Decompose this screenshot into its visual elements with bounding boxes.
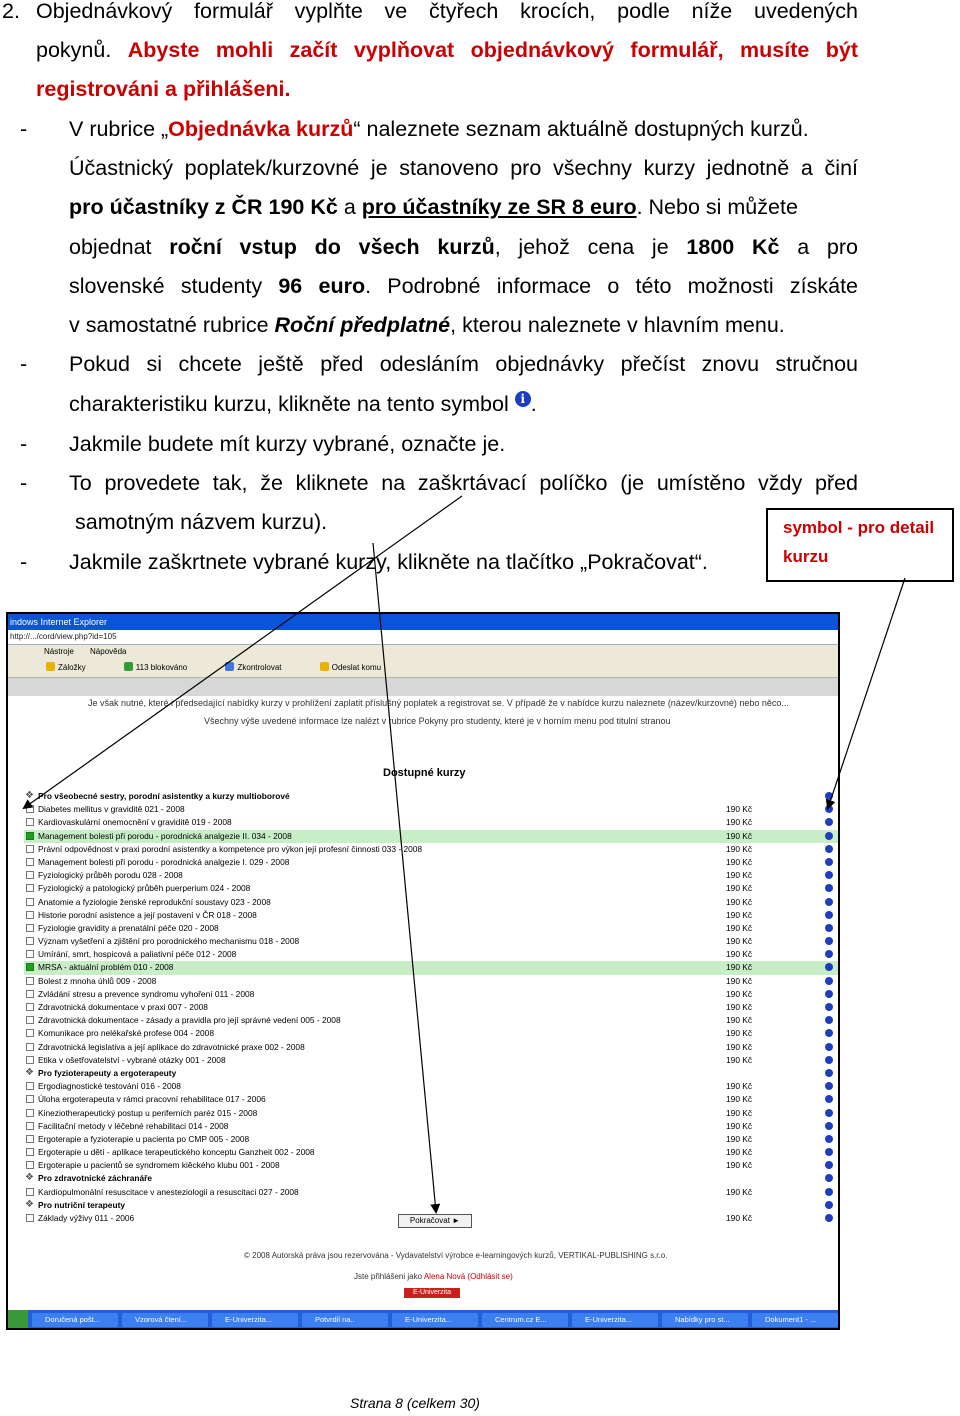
- category-icon: ❖: [25, 1066, 34, 1078]
- objednavka-link: Objednávka kurzů: [168, 117, 354, 141]
- course-label: Ergoterapie u pacientů se syndromem kiěckého klubu 001 - 2008: [38, 1160, 280, 1171]
- course-price: 190 Kč: [726, 1081, 753, 1092]
- course-label: Ergoterapie u dětí - aplikace terapeutického konceptu Ganzheit 002 - 2008: [38, 1147, 315, 1158]
- course-label: Facilitační metody v léčebné rehabilitaci 014 - 2008: [38, 1120, 229, 1131]
- course-price: 190 Kč: [726, 1054, 753, 1065]
- b1-l5-pre: slovenské studenty: [69, 274, 279, 298]
- bookmarks-label: Záložky: [58, 663, 86, 672]
- intro-line-1: Objednávkový formulář vyplňte ve čtyřech krocích, podle níže uvedených: [36, 0, 858, 23]
- notice-line-2: Všechny výše uvedené informace lze nalézt v rubrice Pokyny pro studenty, které je v horním menu pod titulní stranou: [204, 716, 671, 726]
- notice-line-1: Je však nutné, které i předsedající nabídky kurzy v prohlížení zaplatit příslušný poplatek a registrovat se. V případě že v nabídce kurzu naleznete (název/kurzovné) nebo něco...: [88, 698, 789, 708]
- arrow-to-button: [373, 543, 436, 1212]
- course-label: Zdravotnická legislativa a její aplikace do zdravotnické praxe 002 - 2008: [38, 1041, 305, 1052]
- browser-title: indows Internet Explorer: [8, 614, 838, 630]
- bullet-1-line-3-post: . Nebo si můžete: [636, 195, 798, 219]
- course-price: 190 Kč: [726, 1015, 753, 1026]
- course-label: Bolest z mnoha úhlů 009 - 2008: [38, 975, 157, 986]
- course-label: Etika v ošetřovatelství - vybrané otázky 001 - 2008: [38, 1054, 226, 1065]
- course-price: 190 Kč: [726, 988, 753, 999]
- available-courses-title: Dostupné kurzy: [383, 767, 466, 779]
- b1-l6-pre: v samostatné rubrice: [69, 313, 275, 337]
- taskbar-task[interactable]: Nabídky pro st...: [662, 1313, 748, 1327]
- course-label: Komunikace pro nelékařské profese 004 - 2008: [38, 1028, 214, 1039]
- bullet-1-line-2: Účastnický poplatek/kurzovné je stanoveno pro všechny kurzy jednotně a činí: [69, 156, 858, 180]
- intro-red-1: Abyste mohli začít vyplňovat objednávkový formulář, musíte být: [127, 38, 858, 62]
- taskbar-task[interactable]: Vzorová čtení...: [122, 1313, 208, 1327]
- bullet-1-pre: V rubrice „: [69, 117, 169, 141]
- course-price: 190 Kč: [726, 817, 753, 828]
- course-label: Umírání, smrt, hospicová a paliativní péče 012 - 2008: [38, 949, 237, 960]
- course-price: 190 Kč: [726, 1002, 753, 1012]
- course-price: 190 Kč: [726, 896, 753, 907]
- course-price: 190 Kč: [726, 1147, 753, 1158]
- course-label: MRSA - aktuální problém 010 - 2008: [38, 962, 174, 973]
- course-price: 190 Kč: [726, 936, 753, 947]
- b1-l4-post: a pro: [779, 235, 859, 259]
- and-word: a: [337, 195, 362, 219]
- bullet-1-post: “ naleznete seznam aktuálně dostupných kurzů.: [353, 117, 809, 141]
- course-label: Kardiopulmonální resuscitace v anesteziologii a resuscitaci 027 - 2008: [38, 1186, 299, 1197]
- course-label: Zvládání stresu a prevence syndromu vyhoření 011 - 2008: [38, 988, 255, 999]
- intro-number: 2.: [2, 0, 20, 23]
- taskbar-task[interactable]: Dokument1 - ...: [752, 1313, 838, 1327]
- annual-access: roční vstup do všech kurzů: [169, 235, 495, 259]
- course-price: 190 Kč: [726, 1120, 753, 1131]
- b2-l2-text: charakteristiku kurzu, klikněte na tento symbol: [69, 392, 509, 416]
- course-price: 190 Kč: [726, 883, 753, 894]
- course-label: Kineziotherapeutický postup u periferních paréz 015 - 2008: [38, 1107, 258, 1118]
- category-icon: ❖: [25, 790, 34, 801]
- bullet-4-line-2: samotným názvem kurzu).: [75, 510, 328, 534]
- course-label: Fyziologický průběh porodu 028 - 2008: [38, 870, 183, 881]
- course-label: Právní odpovědnost v praxi porodní asistentky a kompetence pro výkon její profesní činnosti 033 - 2008: [38, 843, 423, 854]
- category-icon: ❖: [25, 1198, 34, 1210]
- course-label: Diabetes mellitus v graviditě 021 - 2008: [38, 804, 185, 815]
- taskbar-task[interactable]: Centrum.cz E...: [482, 1313, 568, 1327]
- course-label: Zdravotnická dokumentace v praxi 007 - 2008: [38, 1002, 208, 1012]
- category-label: Pro zdravotnické záchranáře: [38, 1173, 153, 1184]
- b1-l4-pre: objednat: [69, 235, 170, 259]
- e-univerzita-logo: E-Univerzita: [404, 1288, 460, 1298]
- course-label: Fyziologie gravidity a prenatální péče 020 - 2008: [38, 922, 219, 933]
- course-price: 190 Kč: [726, 909, 753, 920]
- course-price: 190 Kč: [726, 870, 753, 881]
- course-price: 190 Kč: [726, 922, 753, 933]
- dash-5: -: [20, 550, 28, 574]
- intro-red-2: registrováni a přihlášeni.: [36, 77, 291, 101]
- price-sr: pro účastníky ze SR 8 euro: [361, 195, 637, 219]
- course-label: Zdravotnická dokumentace - zásady a pravidla pro její správné vedení 005 - 2008: [38, 1015, 341, 1026]
- blocked-label: 113 blokováno: [135, 663, 188, 672]
- course-price: 190 Kč: [726, 1107, 753, 1118]
- page-footer: Strana 8 (celkem 30): [350, 1395, 480, 1411]
- price-cz: pro účastníky z ČR 190 Kč: [69, 195, 338, 219]
- callout-line-2: kurzu: [783, 547, 829, 566]
- continue-button[interactable]: Pokračovat ►: [398, 1214, 472, 1228]
- info-icon: i: [515, 391, 531, 407]
- bullet-3: Jakmile budete mít kurzy vybrané, označte je.: [69, 432, 506, 456]
- course-label: Úloha ergoterapeuta v rámci pracovní rehabilitace 017 - 2006: [38, 1094, 266, 1105]
- annual-price: 1800 Kč: [686, 235, 780, 259]
- course-label: Ergoterapie a fyzioterapie u pacienta po CMP 005 - 2008: [38, 1133, 250, 1144]
- course-price: 190 Kč: [726, 1028, 753, 1039]
- course-label: Historie porodní asistence a její postavení v ČR 018 - 2008: [38, 909, 257, 920]
- course-label: Management bolesti při porodu - porodnická analgezie I. 029 - 2008: [38, 856, 290, 867]
- bullet-2-line-1: Pokud si chcete ještě před odesláním objednávky přečíst znovu stručnou: [69, 352, 858, 376]
- arrow-to-info: [828, 578, 905, 808]
- send-label: Odeslat komu: [331, 663, 382, 672]
- login-text: Jste přihlášeni jako: [354, 1272, 424, 1281]
- course-label: Anatomie a fyziologie ženské reprodukční soustavy 023 - 2008: [38, 896, 271, 907]
- menu-tools[interactable]: Nástroje: [44, 647, 74, 656]
- taskbar-task[interactable]: E-Univerzita...: [212, 1313, 298, 1327]
- menu-help[interactable]: Nápověda: [90, 647, 127, 656]
- course-label: Význam vyšetření a zjištění pro porodnického mechanismu 018 - 2008: [38, 936, 300, 947]
- dash-3: -: [20, 432, 28, 456]
- copyright-footer: © 2008 Autorská práva jsou rezervována - Vydavatelství výrobce e-learningových kurzů, VERTIKAL-PUBLISHING s.r.o.: [244, 1251, 668, 1260]
- course-label: Kardiovaskulární onemocnění v graviditě 019 - 2008: [38, 817, 232, 828]
- course-price: 190 Kč: [726, 804, 753, 815]
- b1-l6-post: , kterou naleznete v hlavním menu.: [450, 313, 785, 337]
- course-price: 190 Kč: [726, 1186, 753, 1197]
- taskbar-task[interactable]: Doručená pošt...: [32, 1313, 118, 1327]
- course-label: Management bolesti při porodu - porodnická analgezie II. 034 - 2008: [38, 830, 292, 841]
- taskbar-task[interactable]: Potvrdil na..: [302, 1313, 388, 1327]
- callout-line-1: symbol - pro detail: [783, 518, 935, 537]
- b1-l4-mid: , jehož cena je: [494, 235, 687, 259]
- category-icon: ❖: [25, 1172, 34, 1184]
- course-label: Ergodiagnostické testování 016 - 2008: [38, 1081, 181, 1092]
- rocni-predplatne: Roční předplatné: [274, 313, 451, 337]
- annual-price-sk: 96 euro: [278, 274, 366, 298]
- dash-2: -: [20, 352, 28, 376]
- course-label: Základy výživy 011 - 2006: [38, 1213, 135, 1223]
- b1-l5-post: . Podrobné informace o této možnosti získáte: [365, 274, 858, 298]
- course-label: Fyziologický a patologický průběh puerperium 024 - 2008: [38, 883, 251, 894]
- b2-end: .: [530, 392, 537, 416]
- course-price: 190 Kč: [726, 1160, 753, 1171]
- category-label: Pro všeobecné sestry, porodní asistentky a kurzy multioborové: [38, 791, 290, 801]
- course-price: 190 Kč: [726, 975, 753, 986]
- course-price: 190 Kč: [726, 1213, 753, 1223]
- taskbar-task[interactable]: E-Univerzita...: [392, 1313, 478, 1327]
- course-price: 190 Kč: [726, 843, 753, 854]
- course-price: 190 Kč: [726, 1041, 753, 1052]
- intro-plain: pokynů.: [36, 38, 112, 62]
- course-price: 190 Kč: [726, 1133, 753, 1144]
- category-label: Pro nutriční terapeuty: [38, 1199, 126, 1210]
- taskbar-task[interactable]: E-Univerzita...: [572, 1313, 658, 1327]
- bullet-4-line-1: To provedete tak, že kliknete na zaškrtávací políčko (je umístěno vždy před: [69, 471, 858, 495]
- course-price: 190 Kč: [726, 962, 753, 973]
- course-price: 190 Kč: [726, 1094, 753, 1105]
- address-bar[interactable]: http://.../cord/view.php?id=105: [8, 630, 838, 645]
- dash-4: -: [20, 471, 28, 495]
- category-label: Pro fyzioterapeuty a ergoterapeuty: [38, 1067, 177, 1078]
- arrow-to-checkbox: [24, 496, 462, 808]
- logout-link[interactable]: Alena Nová (Odhlásit se): [423, 1272, 513, 1281]
- course-price: 190 Kč: [726, 856, 753, 867]
- bullet-5: Jakmile zaškrtnete vybrané kurzy, klikněte na tlačítko „Pokračovat“.: [69, 550, 708, 574]
- dash-1: -: [20, 117, 28, 141]
- check-label: Zkontrolovat: [237, 663, 282, 672]
- course-price: 190 Kč: [726, 949, 753, 960]
- course-price: 190 Kč: [726, 830, 753, 841]
